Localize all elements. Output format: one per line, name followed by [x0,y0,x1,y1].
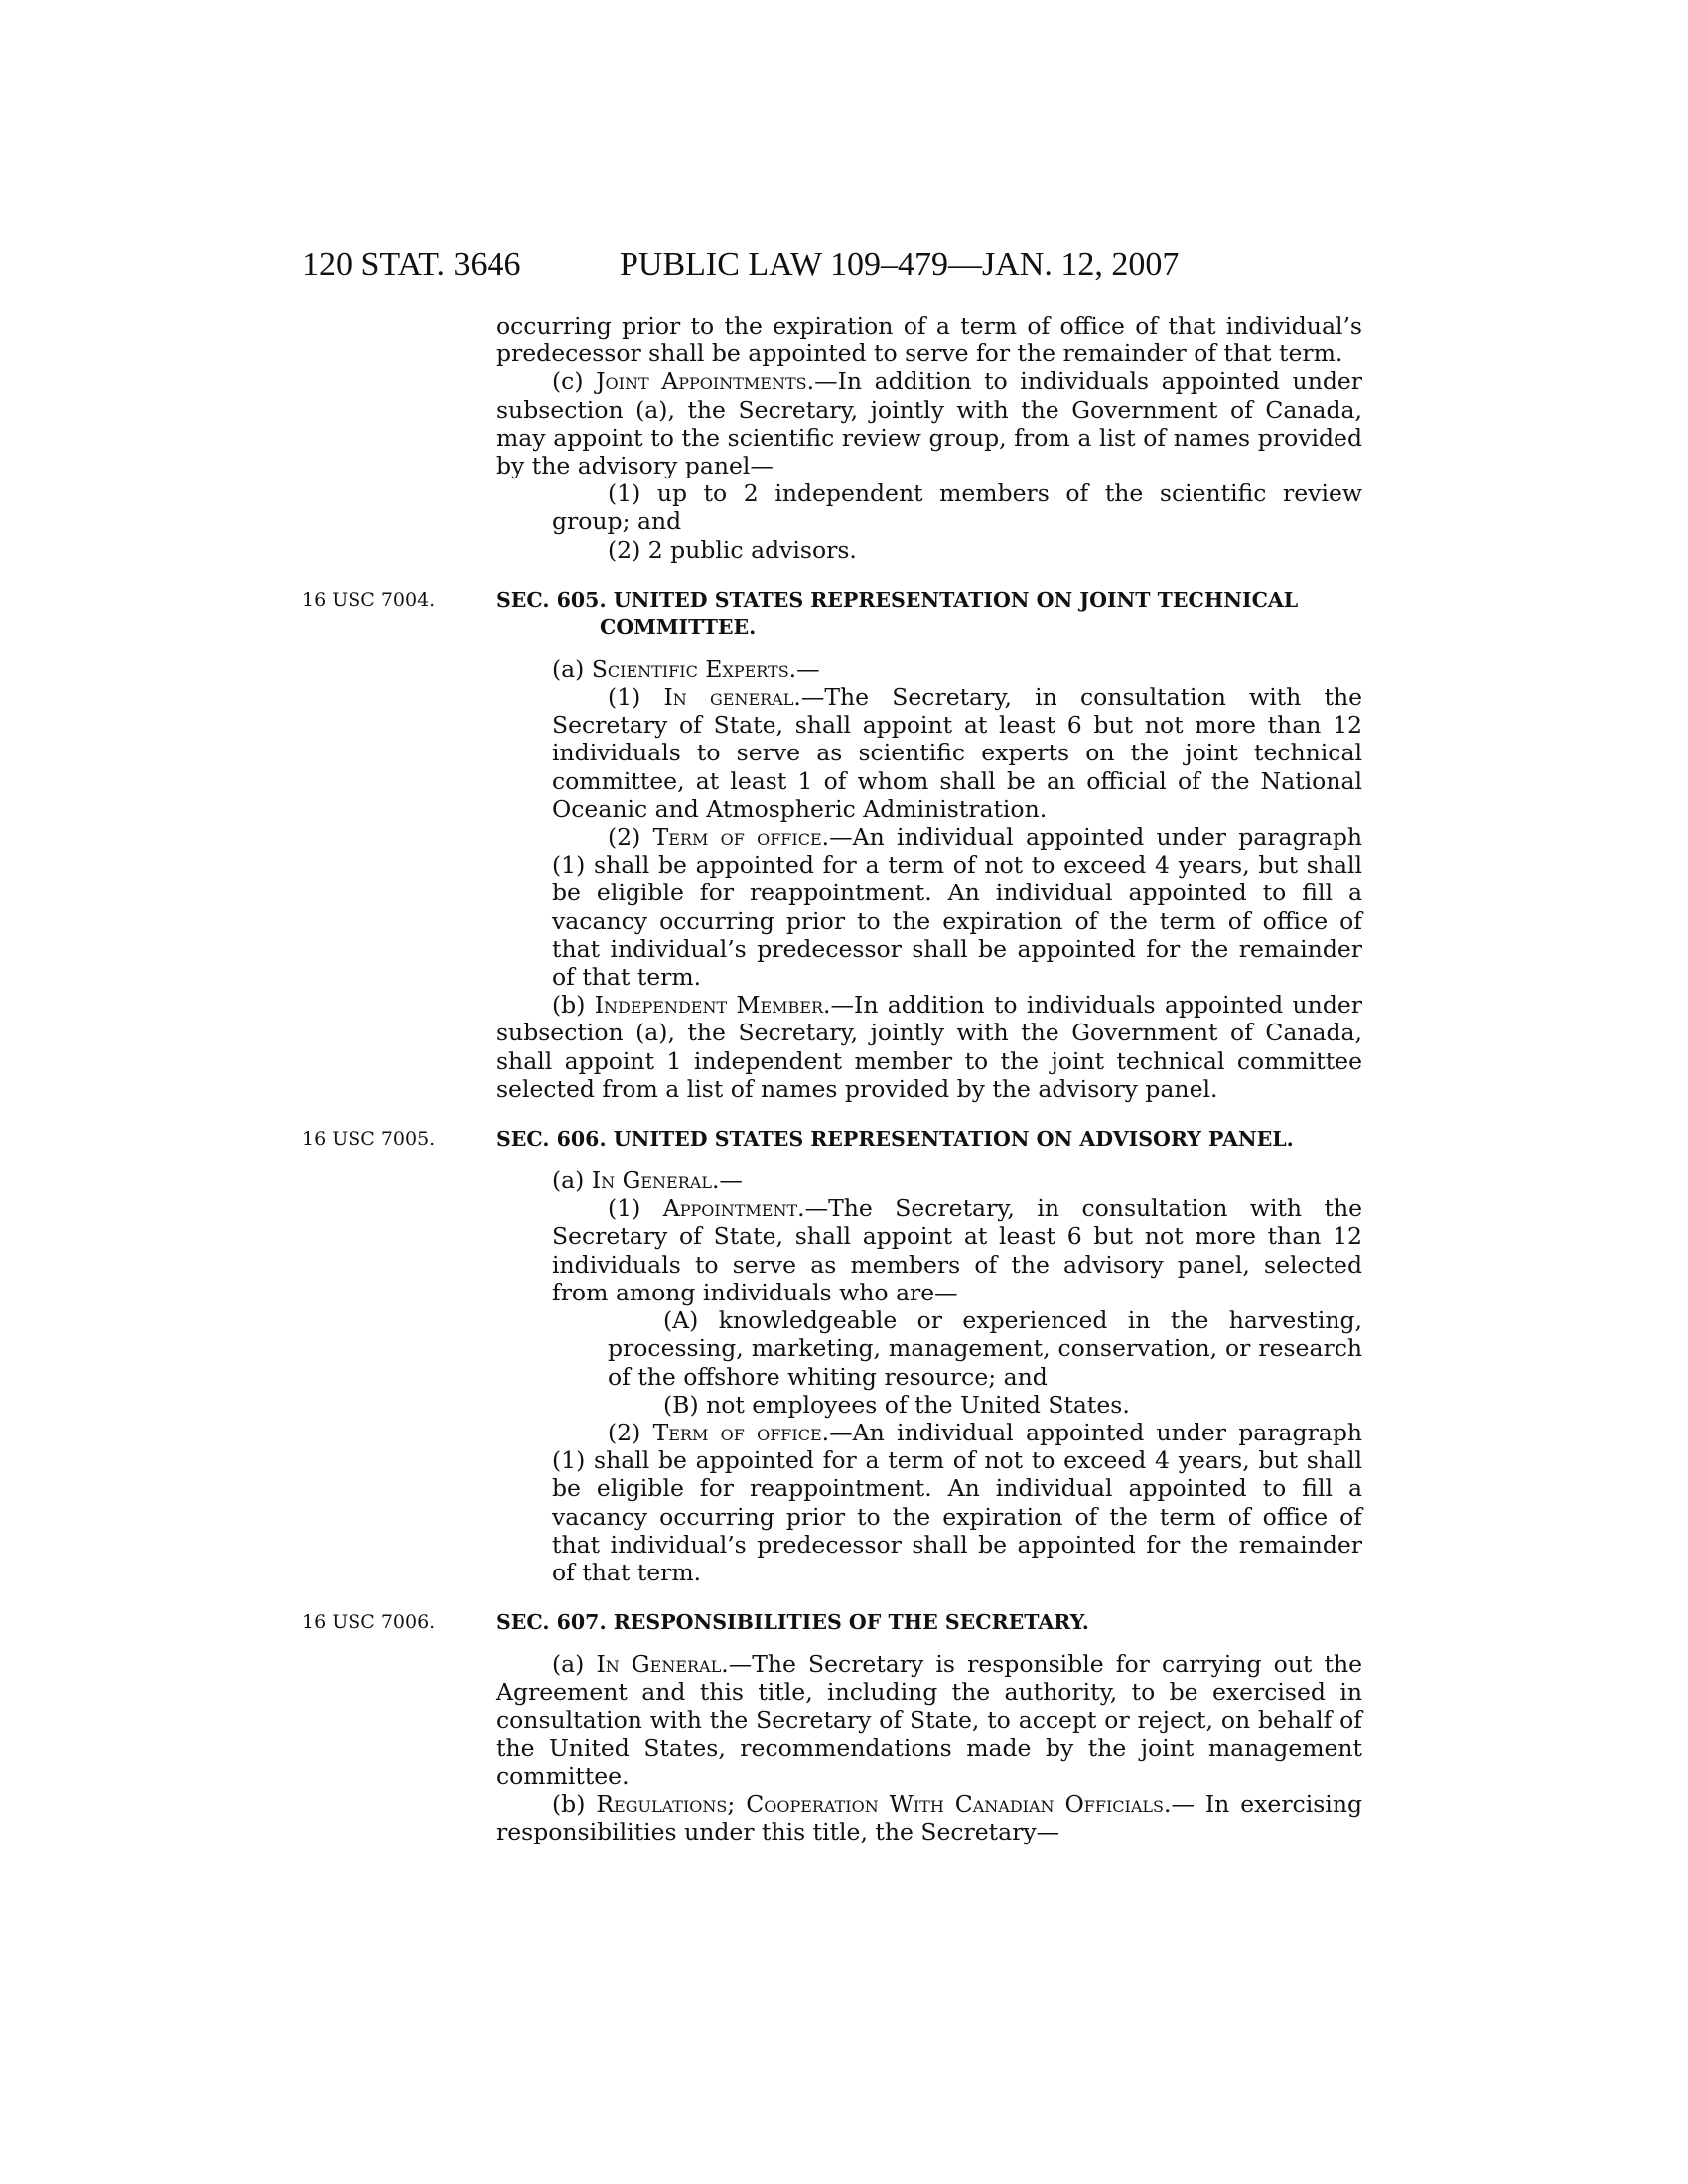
paragraph-a1: (1) In general.—The Secretary, in consultation with the Secretary of State, shall appoint at least 6 but not more than 12 individuals to serve as scientific experts on the joint technical committee, at least 1 of whom shall be an official of the National Oceanic and Atmospheric Administration. [552,683,1362,823]
margin-note: 16 USC 7006. [302,1611,436,1634]
document-body [302,312,1363,1846]
subsection-heading: Joint Appointments. [596,367,815,396]
section-heading: SEC. 605. UNITED STATES REPRESENTATION ON JOINT TECHNICAL COMMITTEE. [496,587,1299,639]
paragraph-continuation: occurring prior to the expiration of a term of office of that individual’s predecessor shall be appointed to serve for the remainder of that term. [496,312,1362,368]
subparagraph-B: (B) not employees of the United States. [663,1390,1130,1419]
page-reference: 120 STAT. 3646 [302,246,521,283]
subsection-a: (a) Scientific Experts.— [552,654,820,683]
subsection-c: (c) Joint Appointments.—In addition to individuals appointed under subsection (a), the Secretary, jointly with the Government of Canada, may appoint to the scientific review group, from a list of names provided by the advisory panel— [496,367,1363,480]
paragraph-c2: (2) 2 public advisors. [608,535,857,564]
section-heading: SEC. 606. UNITED STATES REPRESENTATION ON ADVISORY PANEL. [496,1127,1294,1152]
paragraph-c1: (1) up to 2 independent members of the scientific review group; and [552,479,1362,536]
section-607 [302,1608,1363,1846]
margin-note: 16 USC 7004. [302,588,436,611]
margin-note: 16 USC 7005. [302,1128,436,1151]
paragraph-a1: (1) Appointment.—The Secretary, in consultation with the Secretary of State, shall appoint at least 6 but not more than 12 individuals to serve as members of the advisory panel, selected from among individuals who are— [552,1194,1362,1306]
subparagraph-A: (A) knowledgeable or experienced in the harvesting, processing, marketing, management, conservation, or research of the offshore whiting resource; and [608,1306,1362,1391]
subsection-a: (a) In General.—The Secretary is responsible for carrying out the Agreement and this title, including the authority, to be exercised in consultation with the Secretary of State, to accept or reject, on behalf of the United States, recommendations made by the joint management committee. [496,1650,1363,1790]
subsection-a: (a) In General.— [552,1166,743,1195]
paragraph-a2: (2) Term of office.—An individual appointed under paragraph (1) shall be appointed for a term of not to exceed 4 years, but shall be eligible for reappointment. An individual appointed to fill a vacancy occurring prior to the expiration of the term of office of that individual’s predecessor shall be appointed for the remainder of that term. [552,1418,1362,1586]
section-606 [302,1125,1362,1586]
subsection-b: (b) Independent Member.—In addition to individuals appointed under subsection (a), the Secretary, jointly with the Government of Canada, shall appoint 1 independent member to the joint technical committee selected from a list of names provided by the advisory panel. [496,991,1362,1103]
running-header [0,246,1688,296]
law-reference: PUBLIC LAW 109–479—JAN. 12, 2007 [620,246,1180,283]
subsection-b: (b) Regulations; Cooperation With Canadian Officials.— In exercising responsibilities under this title, the Secretary— [496,1790,1362,1846]
section-605 [302,586,1362,1103]
section-heading: SEC. 607. RESPONSIBILITIES OF THE SECRETARY. [496,1610,1089,1635]
paragraph-a2: (2) Term of office.—An individual appointed under paragraph (1) shall be appointed for a term of not to exceed 4 years, but shall be eligible for reappointment. An individual appointed to fill a vacancy occurring prior to the expiration of the term of office of that individual’s predecessor shall be appointed for the remainder of that term. [552,823,1362,992]
